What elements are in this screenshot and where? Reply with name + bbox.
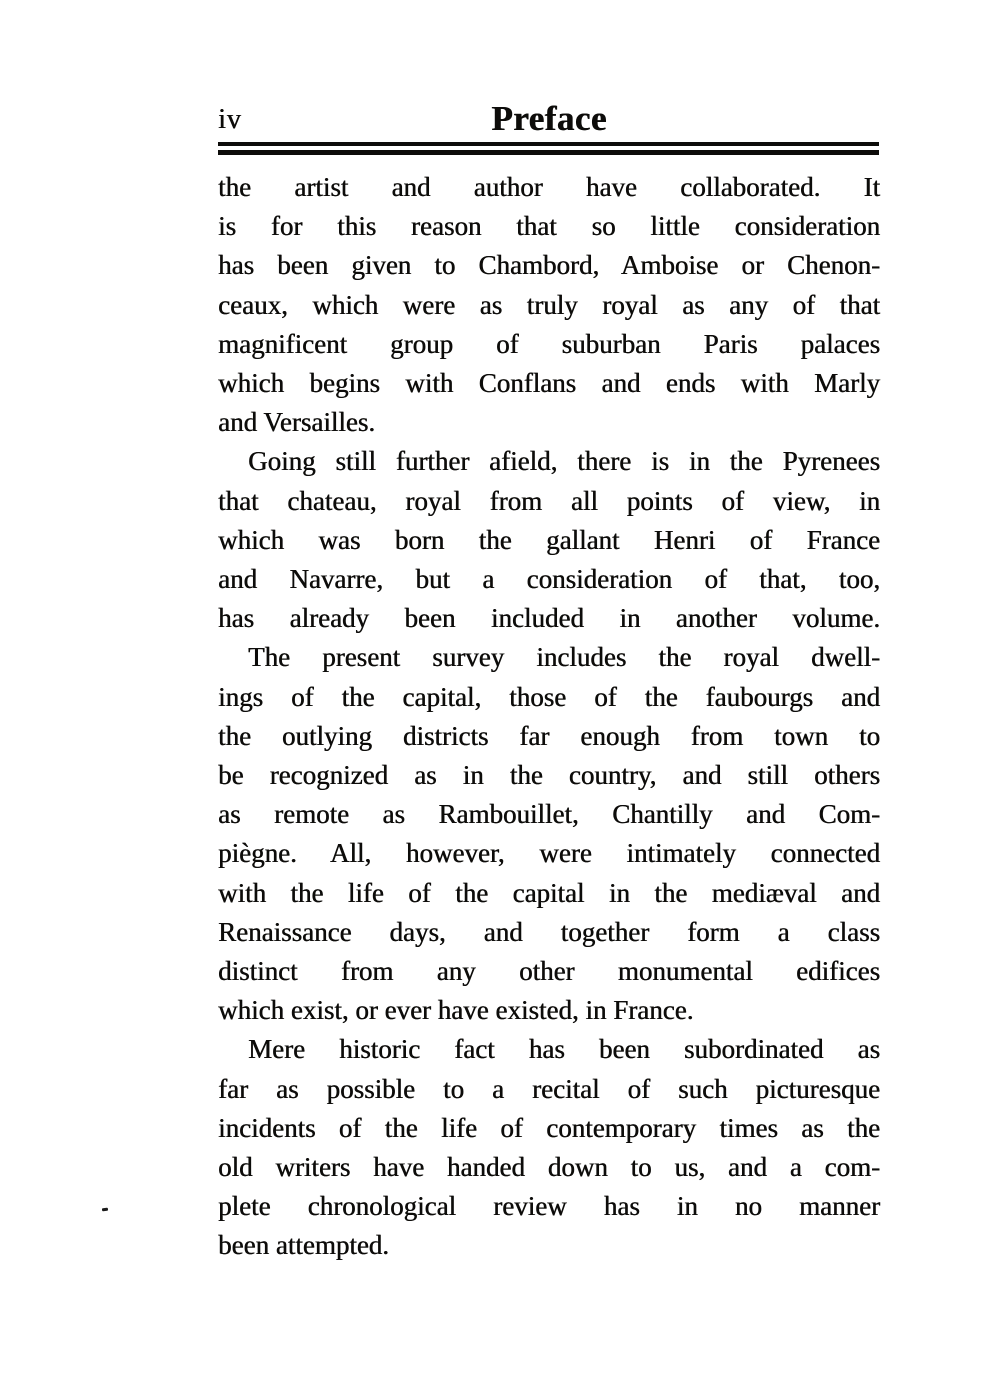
text-line: and Navarre, but a consideration of that, too, xyxy=(218,564,880,595)
text-line: is for this reason that so little consideration xyxy=(218,211,880,242)
page-title: Preface xyxy=(491,99,607,138)
text-line: be recognized as in the country, and still others xyxy=(218,760,880,791)
text-line: ceaux, which were as truly royal as any of that xyxy=(218,289,880,320)
text-line: which begins with Conflans and ends with Marly xyxy=(218,368,880,399)
text-line: The present survey includes the royal dwell- xyxy=(248,642,880,673)
text-line: and Versailles. xyxy=(218,407,375,438)
text-line: ings of the capital, those of the faubourgs and xyxy=(218,681,880,712)
text-line: incidents of the life of contemporary times as the xyxy=(218,1112,880,1143)
text-line: magnificent group of suburban Paris palaces xyxy=(218,328,880,359)
text-line: Renaissance days, and together form a class xyxy=(218,916,880,947)
text-line: has been given to Chambord, Amboise or Chenon- xyxy=(218,250,880,281)
text-line: far as possible to a recital of such picturesque xyxy=(218,1073,880,1104)
running-head xyxy=(218,94,880,138)
page-number: iv xyxy=(218,104,242,135)
text-line: which exist, or ever have existed, in France. xyxy=(218,995,694,1026)
text-line: the artist and author have collaborated. It xyxy=(218,172,880,202)
text-line: with the life of the capital in the mediæval and xyxy=(218,877,880,908)
text-line: plete chronological review has in no manner xyxy=(218,1191,880,1222)
ink-speck xyxy=(102,1208,108,1212)
text-line: as remote as Rambouillet, Chantilly and Com- xyxy=(218,799,880,830)
text-line: old writers have handed down to us, and a com- xyxy=(218,1152,880,1183)
rule-top-bar xyxy=(218,142,879,146)
header-double-rule xyxy=(218,141,879,155)
text-line: been attempted. xyxy=(218,1230,389,1261)
text-line: distinct from any other monumental edifices xyxy=(218,956,880,987)
text-line: the outlying districts far enough from town to xyxy=(218,720,880,751)
text-line: Mere historic fact has been subordinated as xyxy=(248,1034,880,1065)
text-line: has already been included in another volume. xyxy=(218,603,880,634)
rule-bottom-bar xyxy=(218,150,879,155)
text-line: that chateau, royal from all points of view, in xyxy=(218,485,880,516)
text-line: piègne. All, however, were intimately connected xyxy=(218,838,880,869)
text-line: which was born the gallant Henri of France xyxy=(218,524,880,555)
page-body xyxy=(218,168,880,1266)
text-line: Going still further afield, there is in the Pyrenees xyxy=(248,446,880,477)
